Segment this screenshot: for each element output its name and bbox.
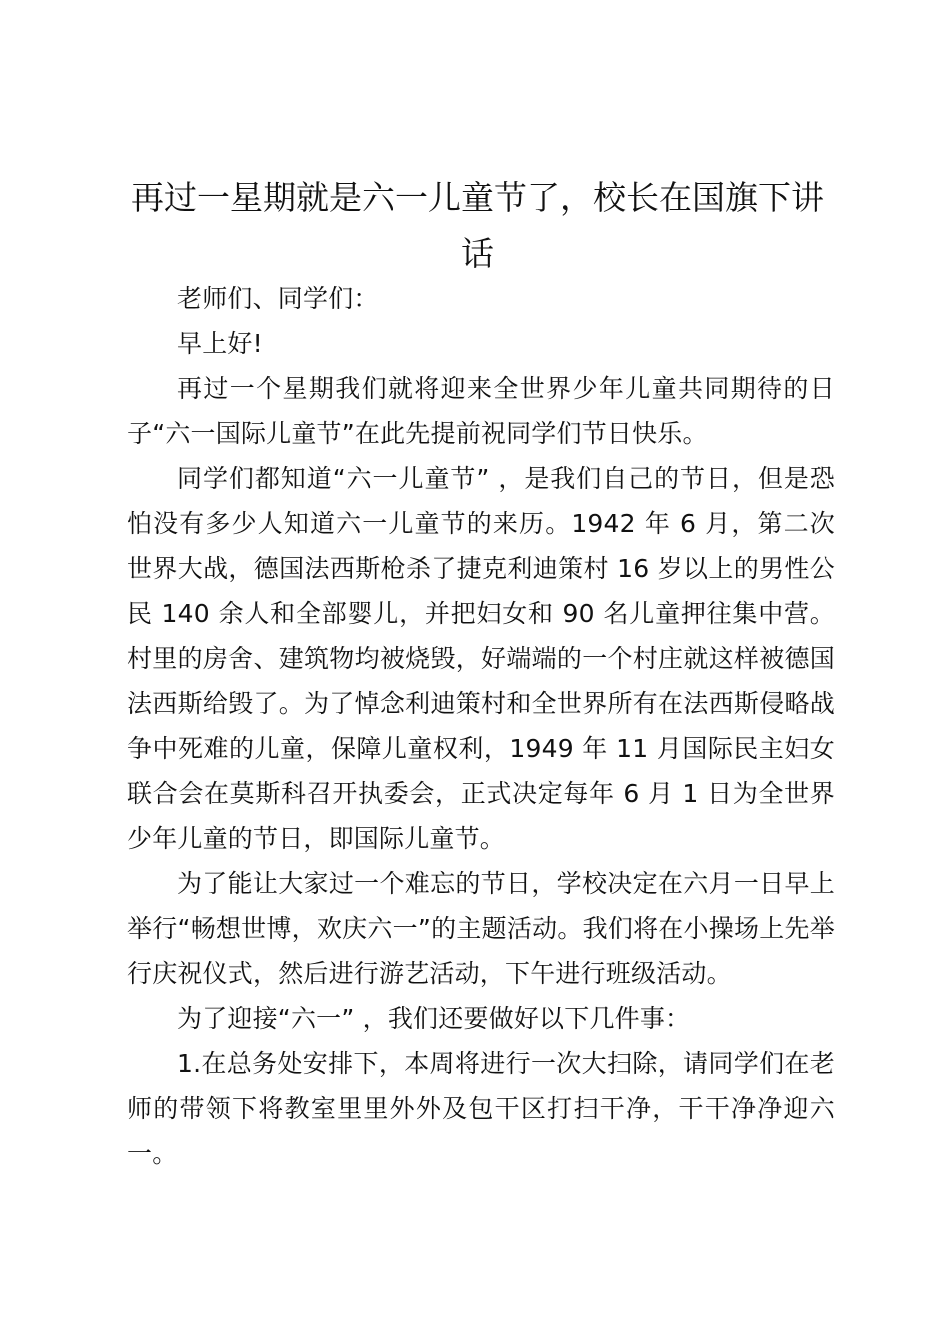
paragraph-greeting: 老师们、同学们：	[177, 284, 379, 313]
paragraph-preparation: 为了迎接“六一” ，我们还要做好以下几件事：	[177, 1004, 691, 1033]
paragraph-activities: 为了能让大家过一个难忘的节日，学校决定在六月一日早上举行“畅想世博，欢庆六一”的主题活动。我们将在小操场上先举行庆祝仪式，然后进行游艺活动，下午进行班级活动。	[127, 869, 835, 988]
paragraph-item-1: 1.在总务处安排下，本周将进行一次大扫除，请同学们在老师的带领下将教室里里外外及包干区打扫干净，干干净净迎六一。	[127, 1049, 835, 1168]
document-title: 再过一星期就是六一儿童节了，校长在国旗下讲话	[131, 178, 824, 273]
paragraph-history: 同学们都知道“六一儿童节” ，是我们自己的节日，但是恐怕没有多少人知道六一儿童节的来历。1942 年 6 月，第二次世界大战，德国法西斯枪杀了捷克利迪策村 16 岁以上的男性公民 140 余人和全部婴儿，并把妇女和 90 名儿童押往集中营。村里的房舍、建筑物均被烧毁，好端端的一个村庄就这样被德国法西斯给毁了。为了悼念利迪策村和全世界所有在法西斯侵略战争中死难的儿童，保障儿童权利，1949 年 11 月国际民主妇女联合会在莫斯科召开执委会，正式决定每年 6 月 1 日为全世界少年儿童的节日，即国际儿童节。	[127, 464, 835, 853]
document-body	[127, 276, 835, 1176]
paragraph-intro: 再过一个星期我们就将迎来全世界少年儿童共同期待的日子“六一国际儿童节”在此先提前祝同学们节日快乐。	[127, 374, 835, 448]
paragraph-good-morning: 早上好!	[177, 329, 263, 358]
